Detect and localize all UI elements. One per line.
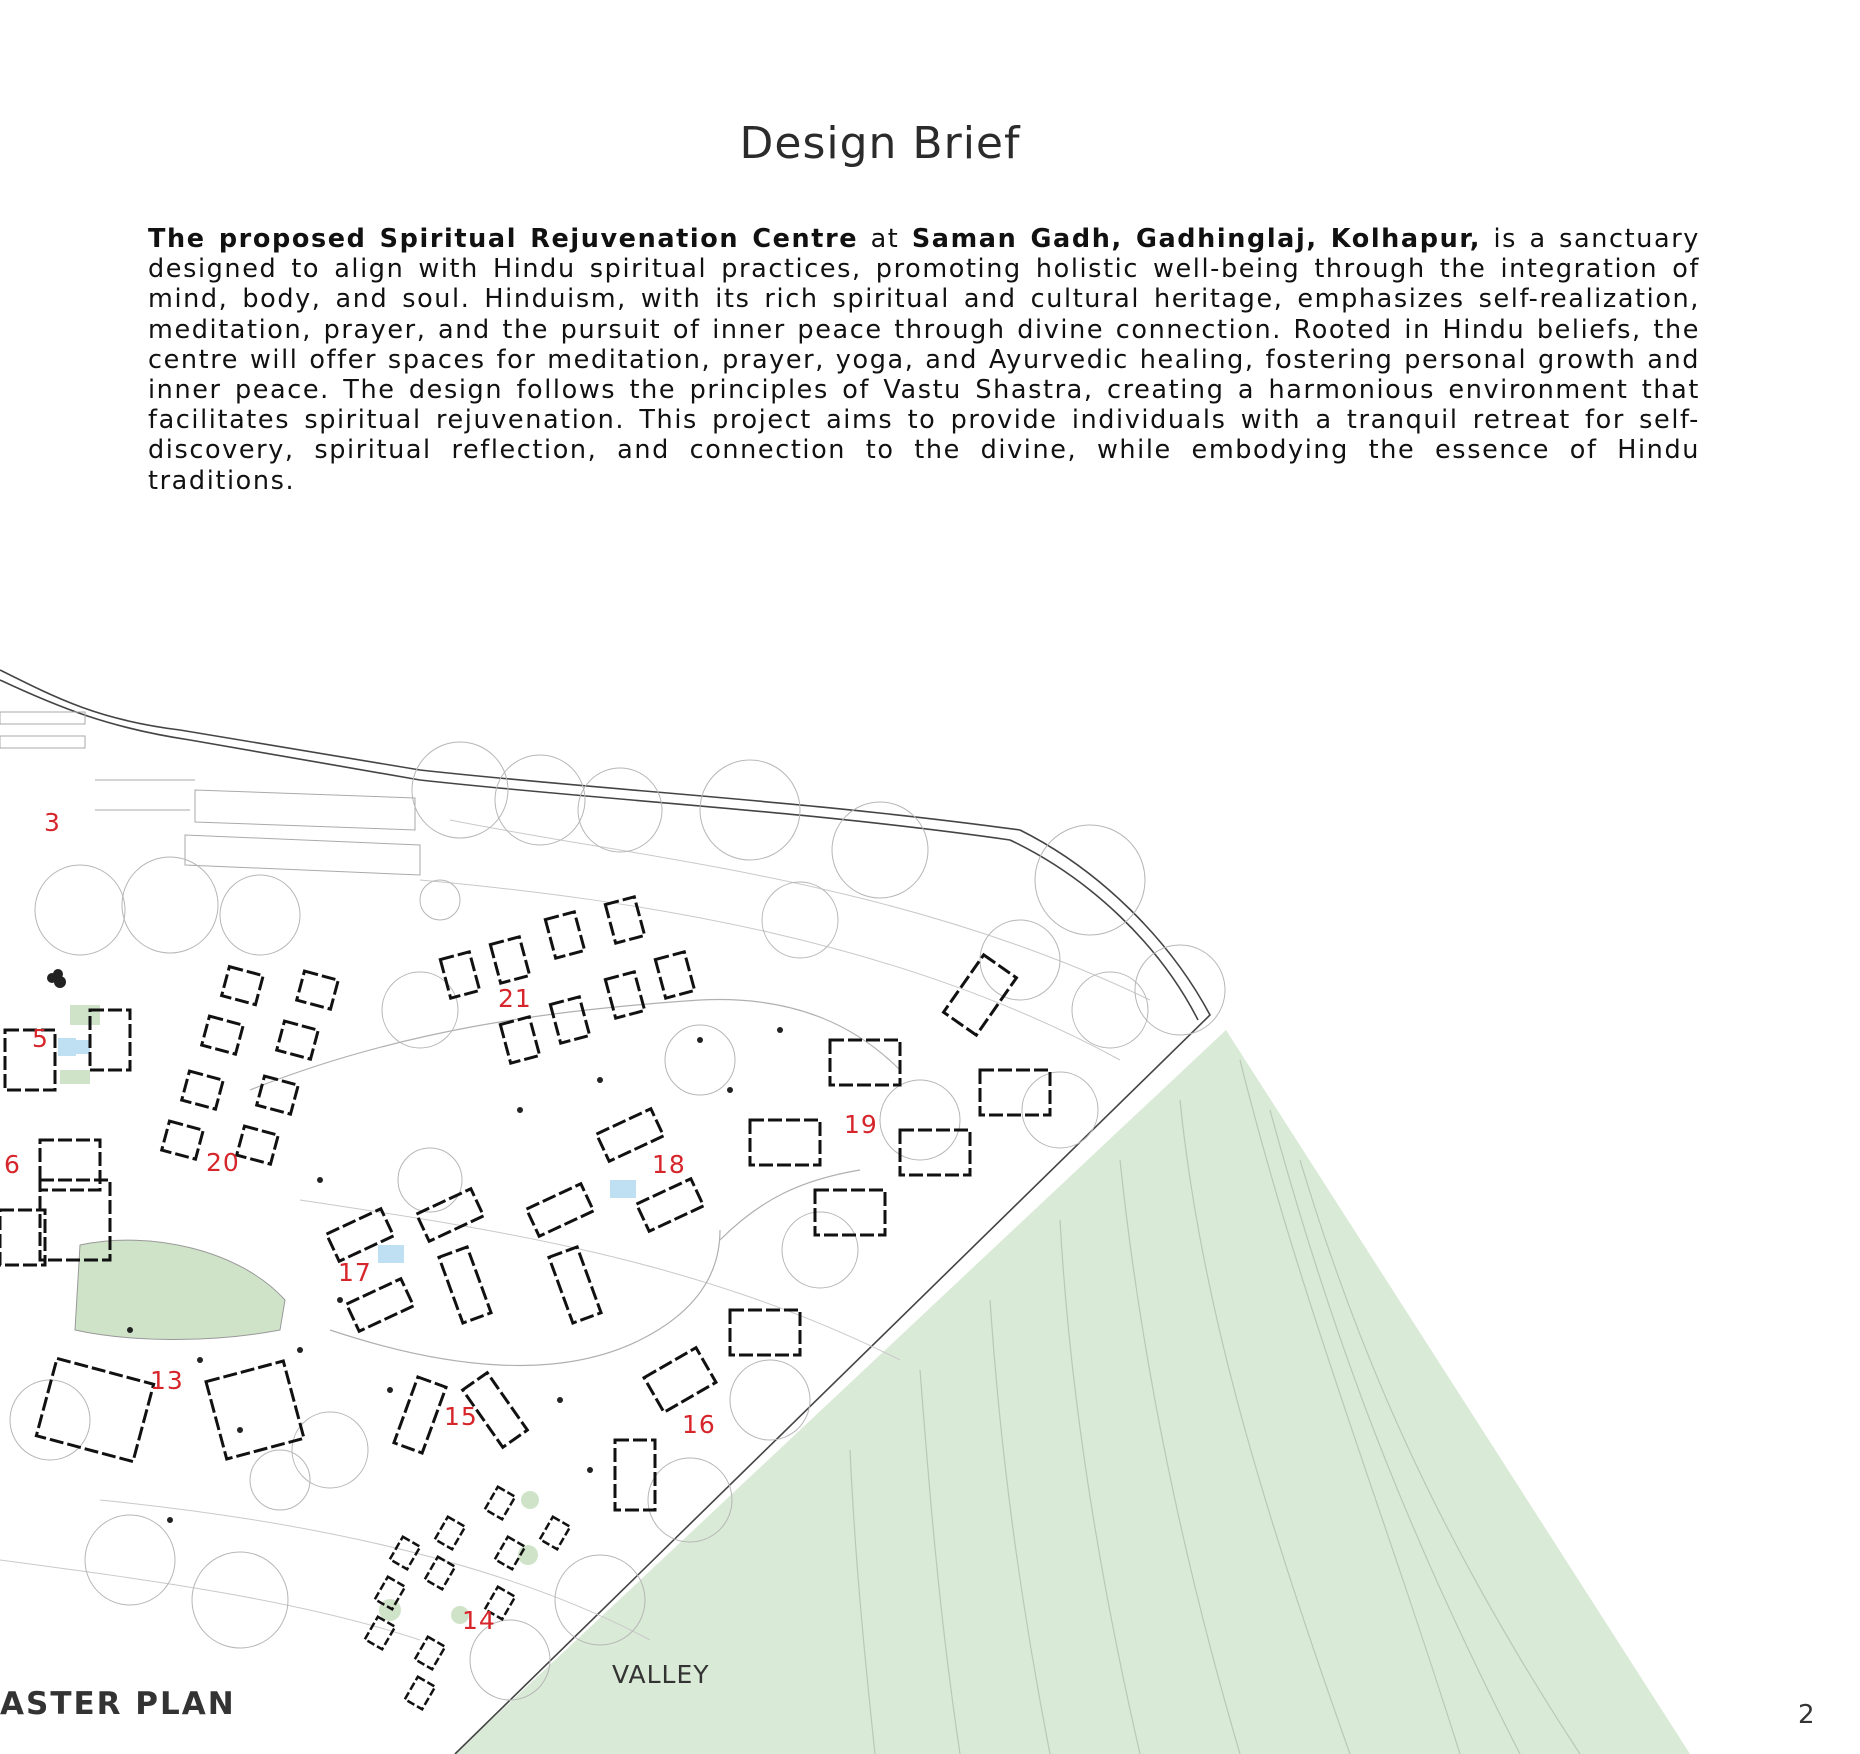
zone-number-5: 5 [32, 1024, 49, 1053]
master-plan-label: ASTER PLAN [0, 1686, 236, 1722]
zone-number-3: 3 [44, 808, 61, 837]
design-brief-text [148, 224, 1700, 496]
brief-connector: at [858, 224, 912, 254]
valley-slope [455, 1030, 1690, 1754]
zone-number-19: 19 [844, 1110, 878, 1139]
brief-location: Saman Gadh, Gadhinglaj, Kolhapur, [911, 224, 1482, 254]
zone-number-16: 16 [682, 1410, 716, 1439]
parking-bays [0, 712, 420, 875]
page-number: 2 [1798, 1700, 1815, 1730]
zone-number-21: 21 [498, 984, 532, 1013]
zone-number-6: 6 [4, 1150, 21, 1179]
zone-number-20: 20 [206, 1148, 240, 1177]
master-plan-drawing [0, 640, 1860, 1754]
page-title: Design Brief [739, 118, 1021, 169]
brief-body: is a sanctuary designed to align with Hindu spiritual practices, promoting holistic well-being through the integration of mind, body, and soul. Hinduism, with its rich spiritual and cultural heritage, emphasizes self-realization, meditation, prayer, and the pursuit of inner peace through divine connection. Rooted in Hindu beliefs, the centre will offer spaces for meditation, prayer, yoga, and Ayurvedic healing, fostering personal growth and inner peace. The design follows the principles of Vastu Shastra, creating a harmonious environment that facilitates spiritual rejuvenation. This project aims to provide individuals with a tranquil retreat for self-discovery, spiritual reflection, and connection to the divine, while embodying the essence of Hindu traditions. [148, 224, 1700, 496]
zone-number-17: 17 [338, 1258, 372, 1287]
landscape-fills [58, 1005, 636, 1624]
paths [250, 1000, 900, 1366]
zone-number-14: 14 [462, 1606, 496, 1635]
zone-number-15: 15 [444, 1402, 478, 1431]
zone-number-13: 13 [150, 1366, 184, 1395]
valley-label: VALLEY [612, 1660, 710, 1689]
brief-lead: The proposed Spiritual Rejuvenation Centre [148, 224, 859, 254]
zone-number-18: 18 [652, 1150, 686, 1179]
